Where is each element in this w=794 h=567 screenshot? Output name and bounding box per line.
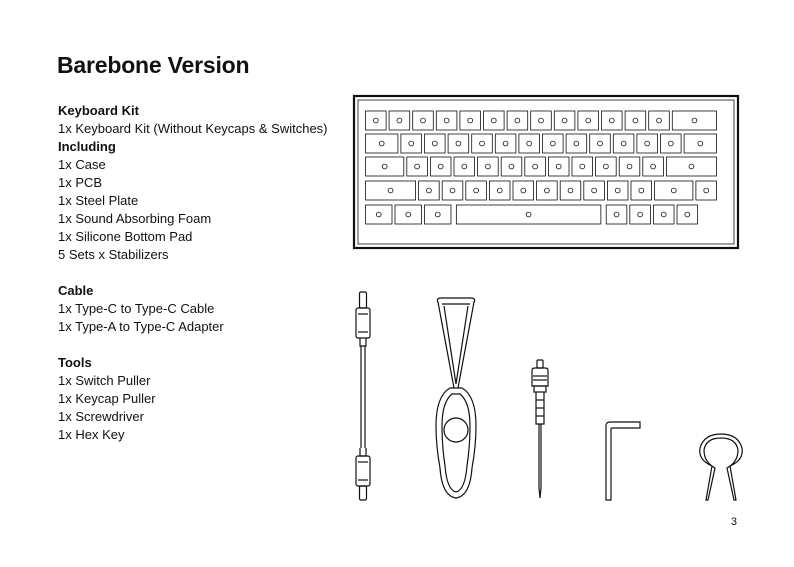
key-cutout bbox=[560, 181, 581, 200]
key-cutout bbox=[643, 157, 664, 176]
key-cutout bbox=[448, 134, 469, 153]
switch-hole bbox=[545, 188, 550, 193]
switch-hole bbox=[450, 188, 455, 193]
key-cutout bbox=[484, 111, 505, 130]
list-item: 1x Sound Absorbing Foam bbox=[58, 211, 212, 226]
key-cutout bbox=[389, 111, 410, 130]
key-cutout bbox=[507, 111, 528, 130]
switch-hole bbox=[633, 118, 638, 123]
switch-hole bbox=[406, 212, 411, 217]
key-cutout bbox=[472, 134, 493, 153]
list-item: 1x Keycap Puller bbox=[58, 391, 156, 406]
key-cutout bbox=[606, 205, 627, 224]
switch-hole bbox=[580, 164, 585, 169]
list-item: 1x Type-A to Type-C Adapter bbox=[58, 319, 224, 334]
switch-hole bbox=[604, 164, 609, 169]
switch-hole bbox=[651, 164, 656, 169]
switch-hole bbox=[432, 141, 437, 146]
list-item: 5 Sets x Stabilizers bbox=[58, 247, 169, 262]
switch-hole bbox=[379, 141, 384, 146]
key-cutout bbox=[489, 181, 510, 200]
switch-hole bbox=[657, 118, 662, 123]
key-cutout bbox=[661, 134, 682, 153]
switch-hole bbox=[562, 118, 567, 123]
switch-hole bbox=[509, 164, 514, 169]
switch-hole bbox=[592, 188, 597, 193]
key-cutout bbox=[554, 111, 575, 130]
switch-hole bbox=[376, 212, 381, 217]
switch-hole bbox=[550, 141, 555, 146]
key-cutout bbox=[548, 157, 569, 176]
switch-hole bbox=[427, 188, 432, 193]
key-cutout bbox=[537, 181, 558, 200]
switch-hole bbox=[462, 164, 467, 169]
switch-hole bbox=[526, 212, 531, 217]
key-cutout bbox=[619, 157, 640, 176]
key-cutout bbox=[436, 111, 457, 130]
switch-hole bbox=[527, 141, 532, 146]
switch-hole bbox=[444, 118, 449, 123]
tools-heading: Tools bbox=[58, 355, 92, 370]
switch-hole bbox=[539, 118, 544, 123]
key-cutout bbox=[637, 134, 658, 153]
key-cutout bbox=[655, 181, 693, 200]
key-cutout bbox=[513, 181, 534, 200]
switch-hole bbox=[645, 141, 650, 146]
key-cutout bbox=[366, 134, 398, 153]
list-item: 1x Screwdriver bbox=[58, 409, 144, 424]
switch-hole bbox=[533, 164, 538, 169]
switch-hole bbox=[415, 164, 420, 169]
key-cutout bbox=[649, 111, 670, 130]
key-cutout bbox=[531, 111, 552, 130]
switch-hole bbox=[692, 118, 697, 123]
key-cutout bbox=[630, 205, 651, 224]
switch-hole bbox=[503, 141, 508, 146]
list-item: 1x Switch Puller bbox=[58, 373, 151, 388]
switch-hole bbox=[456, 141, 461, 146]
switch-hole bbox=[568, 188, 573, 193]
key-cutout bbox=[602, 111, 623, 130]
key-cutout bbox=[684, 134, 716, 153]
key-cutout bbox=[401, 134, 422, 153]
key-cutout bbox=[395, 205, 422, 224]
key-cutout bbox=[419, 181, 440, 200]
keyboard-plate-icon bbox=[352, 94, 740, 250]
key-cutout bbox=[456, 205, 601, 224]
switch-hole bbox=[435, 212, 440, 217]
key-cutout bbox=[501, 157, 522, 176]
switch-hole bbox=[382, 164, 387, 169]
list-item: 1x Steel Plate bbox=[58, 193, 139, 208]
key-cutout bbox=[607, 181, 628, 200]
switch-hole bbox=[388, 188, 393, 193]
key-cutout bbox=[366, 181, 416, 200]
key-cutout bbox=[590, 134, 611, 153]
key-cutout bbox=[430, 157, 451, 176]
switch-hole bbox=[615, 188, 620, 193]
key-cutout bbox=[442, 181, 463, 200]
package-contents bbox=[58, 102, 328, 462]
switch-hole bbox=[486, 164, 491, 169]
key-cutout bbox=[696, 181, 717, 200]
keyboard-kit-section bbox=[58, 102, 328, 264]
switch-hole bbox=[704, 188, 709, 193]
key-cutout bbox=[625, 111, 646, 130]
key-cutout bbox=[366, 157, 404, 176]
page-title: Barebone Version bbox=[57, 52, 250, 78]
key-cutout bbox=[584, 181, 605, 200]
switch-hole bbox=[639, 188, 644, 193]
list-item: 1x Hex Key bbox=[58, 427, 125, 442]
list-item: 1x Keyboard Kit (Without Keycaps & Switches) bbox=[58, 121, 328, 136]
switch-puller-icon bbox=[694, 432, 748, 504]
switch-hole bbox=[668, 141, 673, 146]
hex-key-icon bbox=[600, 420, 644, 504]
key-cutout bbox=[578, 111, 599, 130]
key-cutout bbox=[596, 157, 617, 176]
switch-hole bbox=[638, 212, 643, 217]
switch-hole bbox=[586, 118, 591, 123]
switch-hole bbox=[698, 141, 703, 146]
list-item: 1x Type-C to Type-C Cable bbox=[58, 301, 215, 316]
key-cutout bbox=[543, 134, 564, 153]
key-cutout bbox=[425, 205, 452, 224]
switch-hole bbox=[515, 118, 520, 123]
key-cutout bbox=[466, 181, 487, 200]
switch-hole bbox=[474, 188, 479, 193]
page-number: 3 bbox=[730, 516, 737, 528]
key-cutout bbox=[631, 181, 652, 200]
switch-hole bbox=[438, 164, 443, 169]
key-cutout bbox=[666, 157, 716, 176]
tools-section bbox=[58, 354, 328, 444]
switch-hole bbox=[621, 141, 626, 146]
key-cutout bbox=[454, 157, 475, 176]
keyboard-kit-heading: Keyboard Kit bbox=[58, 103, 139, 118]
key-cutout bbox=[677, 205, 698, 224]
key-cutout bbox=[407, 157, 428, 176]
switch-hole bbox=[661, 212, 666, 217]
switch-hole bbox=[397, 118, 402, 123]
keycap-puller-icon bbox=[428, 296, 484, 502]
switch-hole bbox=[598, 141, 603, 146]
list-item: 1x Case bbox=[58, 157, 106, 172]
switch-hole bbox=[480, 141, 485, 146]
switch-hole bbox=[671, 188, 676, 193]
cable-heading: Cable bbox=[58, 283, 94, 298]
key-cutout bbox=[519, 134, 540, 153]
key-cutout bbox=[478, 157, 499, 176]
list-item: 1x PCB bbox=[58, 175, 103, 190]
switch-hole bbox=[627, 164, 632, 169]
key-cutout bbox=[366, 205, 393, 224]
switch-hole bbox=[491, 118, 496, 123]
switch-hole bbox=[685, 212, 690, 217]
key-cutout bbox=[413, 111, 434, 130]
switch-hole bbox=[373, 118, 378, 123]
switch-hole bbox=[556, 164, 561, 169]
list-item: 1x Silicone Bottom Pad bbox=[58, 229, 193, 244]
key-cutout bbox=[495, 134, 516, 153]
key-cutout bbox=[460, 111, 481, 130]
switch-hole bbox=[497, 188, 502, 193]
switch-hole bbox=[421, 118, 426, 123]
screwdriver-icon bbox=[528, 358, 552, 502]
key-cutout bbox=[566, 134, 587, 153]
switch-hole bbox=[521, 188, 526, 193]
key-cutout bbox=[653, 205, 674, 224]
switch-hole bbox=[614, 212, 619, 217]
key-cutout bbox=[572, 157, 593, 176]
key-cutout bbox=[425, 134, 446, 153]
switch-hole bbox=[689, 164, 694, 169]
key-cutout bbox=[613, 134, 634, 153]
switch-hole bbox=[409, 141, 414, 146]
usb-cable-icon bbox=[348, 290, 378, 504]
key-cutout bbox=[672, 111, 716, 130]
including-heading: Including bbox=[58, 139, 116, 154]
key-cutout bbox=[525, 157, 546, 176]
switch-hole bbox=[609, 118, 614, 123]
key-cutout bbox=[366, 111, 387, 130]
switch-hole bbox=[574, 141, 579, 146]
cable-section bbox=[58, 282, 328, 336]
switch-hole bbox=[468, 118, 473, 123]
